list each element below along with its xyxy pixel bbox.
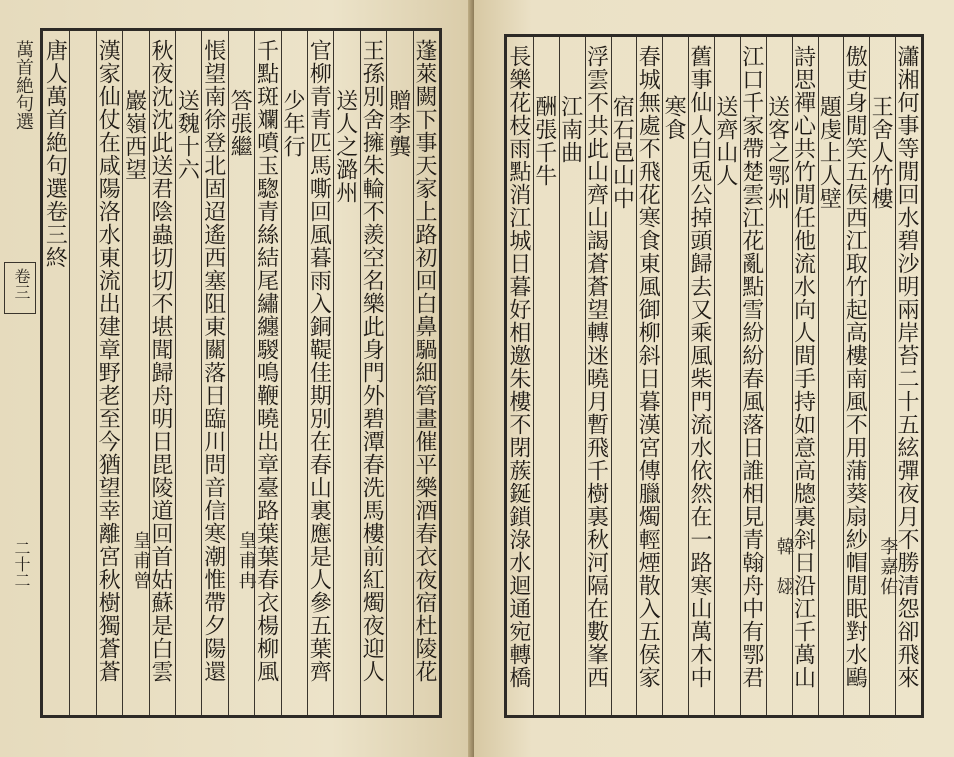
poem-title: 少年行 xyxy=(279,89,305,158)
poem-line: 千點斑斕噴玉騘青絲結尾繡纏騣鳴鞭曉出章臺路葉葉春衣楊柳風 xyxy=(253,39,279,683)
poem-line: 瀟湘何事等閒回水碧沙明兩岸苔二十五絃彈夜月不勝清怨卻飛來 xyxy=(894,45,919,689)
poem-line: 舊事仙人白兎公掉頭歸去又乘風柴門流水依然在一路寒山萬木中 xyxy=(687,45,712,689)
poem-author: 韓 翃 xyxy=(773,537,795,597)
poem-line: 詩思禪心共竹閒任他流水向人間手持如意高牕裏斜日沿江千萬山 xyxy=(790,45,816,689)
poem-title: 送魏十六 xyxy=(174,89,200,181)
poem-title: 江南曲 xyxy=(557,95,583,164)
poem-line: 漢家仙仗在咸陽洛水東流出建章野老至今猶望幸離宮秋樹獨蒼蒼 xyxy=(95,39,121,683)
poem-title: 送人之潞州 xyxy=(332,89,358,204)
poem-line: 春城無處不飛花寒食東風御柳斜日暮漢宮傳臘燭輕煙散入五侯家 xyxy=(635,45,661,689)
poem-line: 唐人萬首絶句選卷三終 xyxy=(42,39,68,269)
text-column xyxy=(895,37,921,715)
poem-line: 官柳青青匹馬嘶回風暮雨入銅鞮佳期別在春山裏應是人參五葉齊 xyxy=(306,39,332,683)
poem-title: 送齊山人 xyxy=(712,95,738,187)
poem-title: 答張繼 xyxy=(227,89,253,158)
poem-title: 送客之鄂州 xyxy=(764,95,790,210)
poem-author: 皇甫冉 xyxy=(235,531,257,591)
poem-title: 贈李龔 xyxy=(385,89,411,158)
margin-book-title: 萬首絶句選 xyxy=(13,40,34,130)
poem-title: 寒食 xyxy=(661,95,687,141)
page-margin xyxy=(4,40,38,700)
poem-line: 蓬萊闕下事天家上路初回白鼻騧細管畫催平樂酒春衣夜宿杜陵花 xyxy=(411,39,437,683)
right-page xyxy=(474,0,954,757)
poem-author: 李嘉佑 xyxy=(877,537,899,597)
poem-line: 長樂花枝雨點消江城日暮好相邀朱樓不閉蔟鋋鎖淥水迴通宛轉橋 xyxy=(505,45,531,689)
poem-line: 王孫別舍擁朱輪不羨空名樂此身門外碧潭春洗馬樓前紅燭夜迎人 xyxy=(359,39,385,683)
poem-title: 巖嶺西望 xyxy=(121,89,147,181)
poem-title: 酬張千牛 xyxy=(531,95,557,187)
poem-line: 浮雲不共此山齊山謁蒼蒼望轉迷曉月暫飛千樹裏秋河隔在數峯西 xyxy=(583,45,609,689)
text-column xyxy=(43,31,69,715)
poem-line: 悵望南徐登北固迢遙西塞阻東關落日臨川問音信寒潮惟帶夕陽還 xyxy=(200,39,226,683)
left-text-frame xyxy=(40,28,442,718)
poem-author: 皇甫曾 xyxy=(130,531,152,591)
poem-title: 王舍人竹樓 xyxy=(868,95,894,210)
poem-title: 宿石邑山中 xyxy=(609,95,635,210)
left-page xyxy=(0,0,474,757)
poem-line: 江口千家帶楚雲江花亂點雪紛紛春風落日誰相見青翰舟中有鄂君 xyxy=(738,45,764,689)
right-text-frame xyxy=(504,34,924,718)
text-column xyxy=(413,31,439,715)
poem-line: 秋夜沈沈此送君陰蟲切切不堪聞歸舟明日毘陵道回首姑蘇是白雲 xyxy=(147,39,173,683)
margin-chapter: 卷三 xyxy=(12,268,31,300)
poem-line: 傲吏身閒笑五侯西江取竹起高樓南風不用蒲葵扇紗帽閒眠對水鷗 xyxy=(842,45,868,689)
poem-title: 題虔上人壁 xyxy=(816,95,842,210)
page-number: 二十二 xyxy=(12,540,31,588)
